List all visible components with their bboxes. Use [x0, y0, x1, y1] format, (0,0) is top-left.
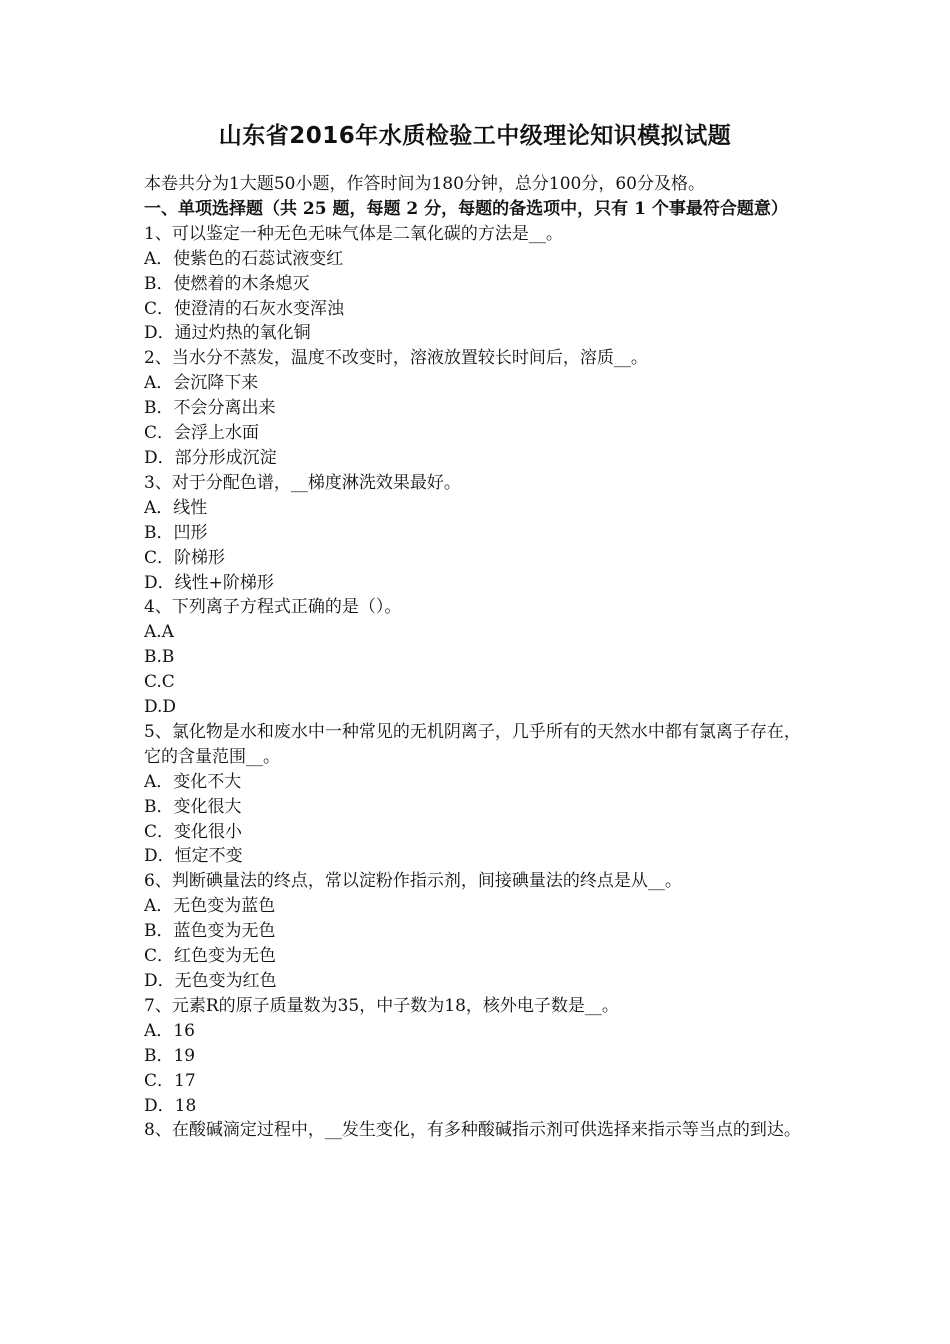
option-b: B．变化很大: [144, 796, 242, 817]
question-stem: 8、在酸碱滴定过程中，__发生变化，有多种酸碱指示剂可供选择来指示等当点的到达。: [144, 1120, 801, 1141]
option-b: B．19: [144, 1045, 196, 1066]
option-a: A.A: [144, 622, 174, 643]
option-c: C．红色变为无色: [144, 946, 277, 967]
question-stem: 2、当水分不蒸发，温度不改变时，溶液放置较长时间后，溶质__。: [144, 348, 648, 369]
option-c: C．变化很小: [144, 821, 243, 842]
option-d: D．通过灼热的氧化铜: [144, 323, 311, 344]
option-d: D．线性+阶梯形: [144, 572, 274, 593]
question-stem: 4、下列离子方程式正确的是（）。: [144, 597, 402, 618]
document-body: [144, 172, 812, 1143]
option-b: B．使燃着的木条熄灭: [144, 273, 310, 294]
option-c: C．17: [144, 1070, 196, 1091]
option-b: B.B: [144, 647, 175, 668]
option-d: D.D: [144, 697, 177, 718]
option-d: D．部分形成沉淀: [144, 447, 277, 468]
question-7: [144, 994, 812, 1119]
question-1: [144, 222, 812, 347]
exam-intro: 本卷共分为1大题50小题，作答时间为180分钟，总分100分，60分及格。: [144, 174, 705, 194]
option-a: A．会沉降下来: [144, 373, 259, 394]
option-a: A．线性: [144, 497, 208, 518]
option-d: D．18: [144, 1095, 197, 1116]
question-8: [144, 1118, 812, 1143]
option-c: C.C: [144, 672, 175, 693]
question-5: [144, 720, 812, 869]
option-a: A．无色变为蓝色: [144, 896, 276, 917]
option-d: D．恒定不变: [144, 846, 243, 867]
page-title: 山东省2016年水质检验工中级理论知识模拟试题: [218, 123, 732, 149]
question-3: [144, 471, 812, 596]
question-stem: 1、可以鉴定一种无色无味气体是二氧化碳的方法是__。: [144, 223, 563, 244]
question-stem: 7、元素R的原子质量数为35，中子数为18，核外电子数是__。: [144, 995, 619, 1016]
section-heading: 一、单项选择题（共 25 题，每题 2 分，每题的备选项中，只有 1 个事最符合题意）: [144, 198, 788, 219]
option-c: C．使澄清的石灰水变浑浊: [144, 298, 345, 319]
question-stem: 3、对于分配色谱，__梯度淋洗效果最好。: [144, 472, 461, 493]
option-d: D．无色变为红色: [144, 971, 277, 991]
option-a: A．使紫色的石蕊试液变红: [144, 248, 344, 269]
question-6: [144, 869, 812, 994]
option-b: B．蓝色变为无色: [144, 921, 276, 942]
option-c: C．阶梯形: [144, 547, 226, 568]
option-b: B．凹形: [144, 522, 208, 543]
option-c: C．会浮上水面: [144, 423, 260, 444]
question-stem: 5、氯化物是水和废水中一种常见的无机阴离子，几乎所有的天然水中都有氯离子存在，它的含量范围__。: [144, 721, 801, 767]
question-2: [144, 346, 812, 471]
option-a: A．变化不大: [144, 771, 242, 792]
question-4: [144, 595, 812, 720]
option-a: A．16: [144, 1020, 195, 1041]
question-stem: 6、判断碘量法的终点，常以淀粉作指示剂，间接碘量法的终点是从__。: [144, 871, 682, 892]
option-b: B．不会分离出来: [144, 398, 276, 419]
